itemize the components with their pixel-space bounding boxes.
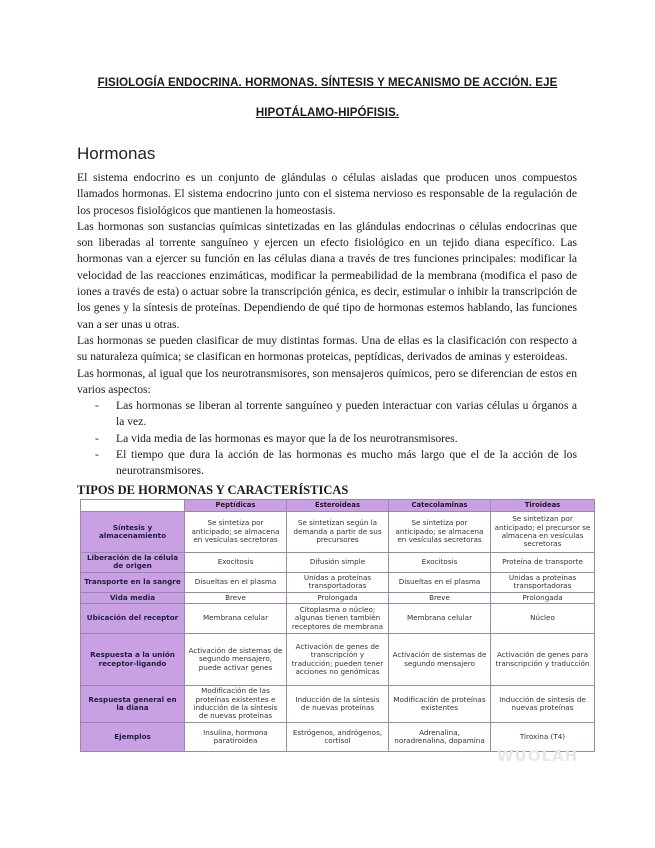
row-label: Ubicación del receptor <box>81 604 185 634</box>
table-row <box>81 512 595 553</box>
watermark: WUOLAH <box>497 747 579 765</box>
table-cell: Membrana celular <box>185 604 287 634</box>
table-row <box>81 553 595 573</box>
table-row <box>81 634 595 686</box>
table-cell: Prolongada <box>287 592 389 603</box>
table-cell: Membrana celular <box>389 604 491 634</box>
section-heading-hormonas: Hormonas <box>77 144 156 163</box>
table-row <box>81 572 595 592</box>
table-cell: Adrenalina, noradrenalina, dopamina <box>389 723 491 752</box>
table-cell: Disueltas en el plasma <box>389 572 491 592</box>
table-cell: Se sintetiza por anticipado; se almacena en vesículas secretoras <box>389 512 491 553</box>
table-cell: Inducción de síntesis de nuevas proteínas <box>491 686 595 723</box>
hormone-types-table <box>80 499 595 752</box>
table-cell: Activación de sistemas de segundo mensajero, puede activar genes <box>185 634 287 686</box>
table-corner-cell <box>81 500 185 512</box>
document-title-line-2: HIPOTÁLAMO-HIPÓFISIS. <box>255 107 400 119</box>
table-cell: Disueltas en el plasma <box>185 572 287 592</box>
table-row <box>81 686 595 723</box>
body-text <box>77 170 577 480</box>
document-title-line-1: FISIOLOGÍA ENDOCRINA. HORMONAS. SÍNTESIS Y MECANISMO DE ACCIÓN. EJE <box>97 77 558 89</box>
bullet-item-2 <box>77 431 577 447</box>
bullet-text: El tiempo que dura la acción de las hormonas es mucho más largo que el de la acción de los neurotransmisores. <box>116 448 577 478</box>
row-label: Respuesta a la unión receptor-ligando <box>81 634 185 686</box>
paragraph-2: Las hormonas son sustancias químicas sintetizadas en las glándulas endocrinas o células endocrinas que son liberadas al torrente sanguíneo y ejercen un efecto fisiológico en un tejido diana específico. Las hormonas van a ejercer su función en las células diana a través de tres funciones principales: modificar la velocidad de las reacciones enzimáticas, modificar la permeabilidad de la membrana (modifica el paso de iones a través de esta) o actuar sobre la transcripción génica, es decir, estimular o inhibir la transcripción de los genes y la síntesis de proteínas. Dependiendo de qué tipo de hormonas estemos hablando, las funciones van a ser unas u otras. <box>77 219 577 331</box>
row-label: Liberación de la célula de origen <box>81 553 185 573</box>
table-cell: Unidas a proteínas transportadoras <box>491 572 595 592</box>
table-cell: Modificación de las proteínas existentes e inducción de la síntesis de nuevas proteínas <box>185 686 287 723</box>
bullet-marker: - <box>95 399 99 413</box>
paragraph-3: Las hormonas se pueden clasificar de muy distintas formas. Una de ellas es la clasificación con respecto a su naturaleza química; se clasifican en hormonas proteicas, peptídicas, derivados de aminas y esteroideas. <box>77 333 577 364</box>
paragraph-1: El sistema endocrino es un conjunto de glándulas o células aisladas que producen unos compuestos llamados hormonas. El sistema endocrino junto con el sistema nervioso es responsable de la regulación de los procesos fisiológicos que mantienen la homeostasis. <box>77 171 577 217</box>
bullet-item-3 <box>77 447 577 480</box>
table-cell: Unidas a proteínas transportadoras <box>287 572 389 592</box>
bullet-list <box>77 398 577 479</box>
table-cell: Insulina, hormona paratiroidea <box>185 723 287 752</box>
paragraph-4: Las hormonas, al igual que los neurotransmisores, son mensajeros químicos, pero se diferencian de estos en varios aspectos: <box>77 366 577 396</box>
row-label: Síntesis y almacenamiento <box>81 512 185 553</box>
row-label: Vida media <box>81 592 185 603</box>
table-cell: Tiroxina (T4) <box>491 723 595 752</box>
row-label: Ejemplos <box>81 723 185 752</box>
table-cell: Activación de genes de transcripción y traducción; pueden tener acciones no genómicas <box>287 634 389 686</box>
row-label: Respuesta general en la diana <box>81 686 185 723</box>
table-cell: Estrógenos, andrógenos, cortisol <box>287 723 389 752</box>
table-cell: Activación de genes para transcripción y traducción <box>491 634 595 686</box>
table-cell: Exocitosis <box>185 553 287 573</box>
bullet-marker: - <box>95 448 99 462</box>
bullet-item-1 <box>77 398 577 431</box>
column-header-catecolaminas: Catecolaminas <box>389 500 491 512</box>
bullet-marker: - <box>95 431 99 445</box>
table-cell: Citoplasma o núcleo; algunas tienen también receptores de membrana <box>287 604 389 634</box>
bullet-text: Las hormonas se liberan al torrente sanguíneo y pueden interactuar con varias células u órganos a la vez. <box>116 399 577 429</box>
table-row <box>81 592 595 603</box>
table-title: TIPOS DE HORMONAS Y CARACTERÍSTICAS <box>77 483 349 497</box>
bullet-text: La vida media de las hormonas es mayor que la de los neurotransmisores. <box>116 431 458 445</box>
table-cell: Núcleo <box>491 604 595 634</box>
table-cell: Se sintetizan por anticipado; el precursor se almacena en vesículas secretoras <box>491 512 595 553</box>
table-cell: Activación de sistemas de segundo mensajero <box>389 634 491 686</box>
table-cell: Breve <box>389 592 491 603</box>
table-cell: Prolongada <box>491 592 595 603</box>
table-header-row <box>81 500 595 512</box>
table-cell: Proteína de transporte <box>491 553 595 573</box>
table-cell: Se sintetiza por anticipado; se almacena en vesículas secretoras <box>185 512 287 553</box>
table-row <box>81 604 595 634</box>
table-cell: Exocitosis <box>389 553 491 573</box>
column-header-peptidicas: Peptídicas <box>185 500 287 512</box>
column-header-tiroideas: Tiroideas <box>491 500 595 512</box>
column-header-esteroideas: Esteroideas <box>287 500 389 512</box>
table-cell: Inducción de la síntesis de nuevas proteínas <box>287 686 389 723</box>
table-cell: Modificación de proteínas existentes <box>389 686 491 723</box>
table-cell: Difusión simple <box>287 553 389 573</box>
row-label: Transporte en la sangre <box>81 572 185 592</box>
table-cell: Se sintetizan según la demanda a partir de sus precursores <box>287 512 389 553</box>
table-cell: Breve <box>185 592 287 603</box>
